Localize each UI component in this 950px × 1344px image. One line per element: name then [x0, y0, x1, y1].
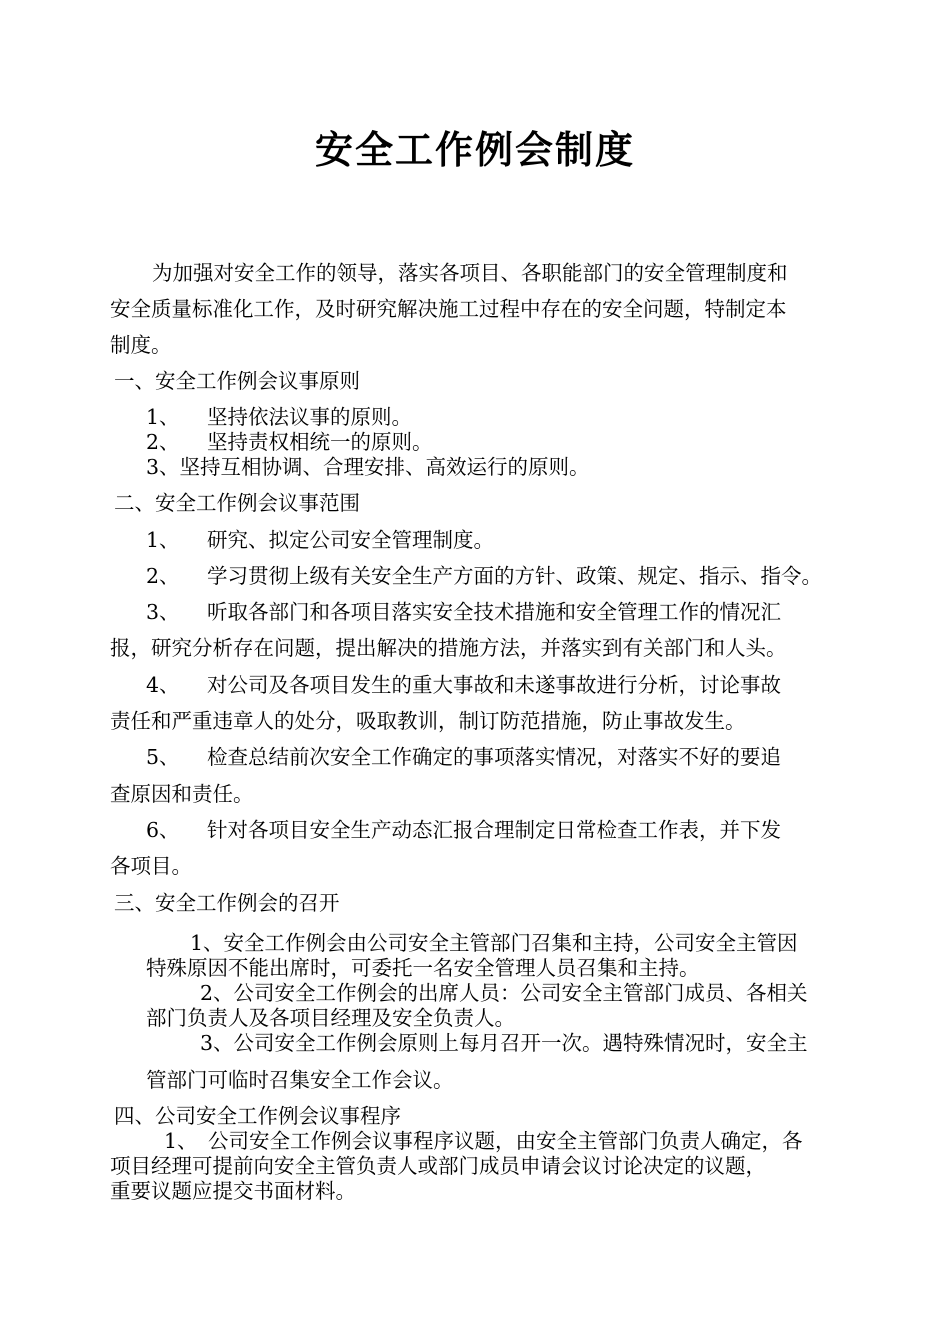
section2-item-6-cont: 各项目。: [110, 854, 192, 878]
section2-item-3: [146, 598, 781, 626]
item-number: 6、: [146, 818, 180, 842]
item-text: 坚持依法议事的原则。: [207, 405, 412, 429]
item-number: 3、: [146, 600, 180, 624]
item-text: 检查总结前次安全工作确定的事项落实情况，对落实不好的要追: [207, 745, 781, 769]
item-text: 坚持责权相统一的原则。: [207, 430, 433, 454]
section4-item-1: [164, 1127, 803, 1155]
item-number: 2、: [146, 430, 180, 454]
section2-item-1: [146, 526, 494, 554]
section4-heading: 四、公司安全工作例会议事程序: [114, 1104, 401, 1128]
section2-item-5: [146, 743, 781, 771]
section4-item-1-cont-2: 重要议题应提交书面材料。: [110, 1179, 356, 1203]
item-number: 2、: [146, 564, 180, 588]
section4-item-1-cont-1: 项目经理可提前向安全主管负责人或部门成员申请会议讨论决定的议题，: [110, 1154, 766, 1178]
section3-item-1: 1、安全工作例会由公司安全主管部门召集和主持，公司安全主管因: [190, 931, 798, 955]
item-number: 5、: [146, 745, 180, 769]
item-text: 听取各部门和各项目落实安全技术措施和安全管理工作的情况汇: [207, 600, 781, 624]
item-text: 对公司及各项目发生的重大事故和未遂事故进行分析，讨论事故: [207, 673, 781, 697]
section2-item-2: [146, 562, 822, 590]
item-text: 公司安全工作例会议事程序议题，由安全主管部门负责人确定，各: [208, 1129, 803, 1153]
item-number: 4、: [146, 673, 180, 697]
section1-item-3: 3、坚持互相协调、合理安排、高效运行的原则。: [146, 455, 590, 479]
intro-line-3: 制度。: [110, 333, 172, 357]
section1-heading: 一、安全工作例会议事原则: [114, 369, 360, 393]
item-number: 1、: [164, 1129, 198, 1153]
section2-item-5-cont: 查原因和责任。: [110, 782, 254, 806]
section3-heading: 三、安全工作例会的召开: [114, 891, 340, 915]
intro-line-1: 为加强对安全工作的领导，落实各项目、各职能部门的安全管理制度和: [152, 261, 788, 285]
intro-line-2: 安全质量标准化工作，及时研究解决施工过程中存在的安全问题，特制定本: [110, 297, 787, 321]
section3-item-2-cont: 部门负责人及各项目经理及安全负责人。: [146, 1006, 515, 1030]
item-text: 学习贯彻上级有关安全生产方面的方针、政策、规定、指示、指令。: [207, 564, 822, 588]
section3-item-1-cont: 特殊原因不能出席时，可委托一名安全管理人员召集和主持。: [146, 956, 700, 980]
section3-item-3: 3、公司安全工作例会原则上每月召开一次。遇特殊情况时，安全主: [200, 1031, 808, 1055]
section2-item-3-cont: 报，研究分析存在问题，提出解决的措施方法，并落实到有关部门和人头。: [110, 636, 787, 660]
section2-item-6: [146, 816, 781, 844]
section2-item-4: [146, 671, 781, 699]
section2-heading: 二、安全工作例会议事范围: [114, 491, 360, 515]
section3-item-2: 2、公司安全工作例会的出席人员：公司安全主管部门成员、各相关: [200, 981, 808, 1005]
item-text: 针对各项目安全生产动态汇报合理制定日常检查工作表，并下发: [207, 818, 781, 842]
section1-item-1: [146, 403, 412, 431]
section1-item-2: [146, 428, 433, 456]
document-title: 安全工作例会制度: [314, 127, 635, 172]
section2-item-4-cont: 责任和严重违章人的处分，吸取教训，制订防范措施，防止事故发生。: [110, 709, 746, 733]
section3-item-3-cont: 管部门可临时召集安全工作会议。: [146, 1068, 454, 1092]
item-number: 1、: [146, 405, 180, 429]
item-number: 1、: [146, 528, 180, 552]
item-text: 研究、拟定公司安全管理制度。: [207, 528, 494, 552]
